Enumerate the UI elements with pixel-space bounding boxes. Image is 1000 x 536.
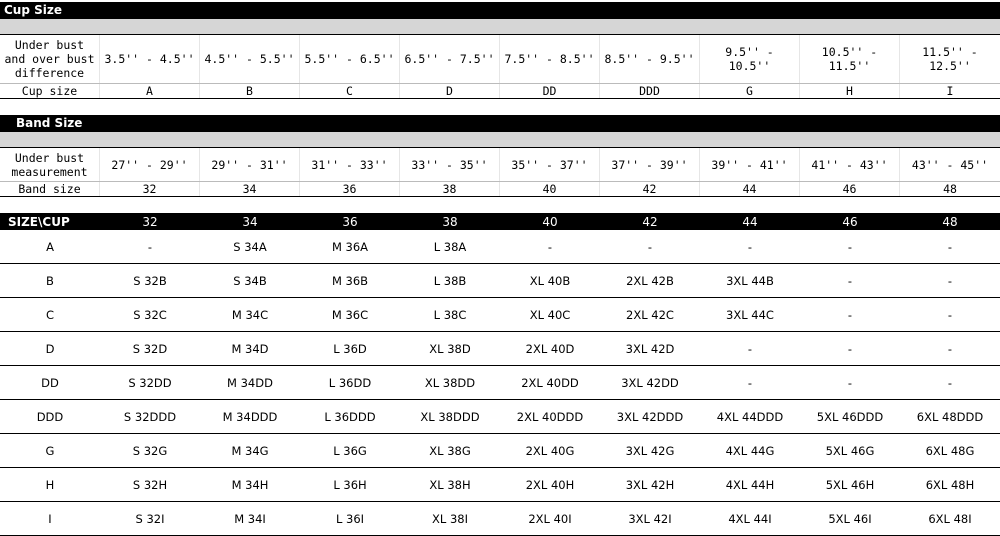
cup-label-row	[0, 84, 1000, 98]
size-cell: -	[947, 375, 953, 390]
table-row	[0, 298, 1000, 332]
cup-difference-cell: 5.5'' - 6.5''	[300, 35, 400, 83]
band-size-title-bar	[0, 115, 1000, 132]
cup-size-spacer	[0, 19, 1000, 34]
cup-row-label: DDD	[36, 409, 64, 424]
table-row	[0, 230, 1000, 264]
size-cell: -	[847, 273, 853, 288]
size-cell: M 36A	[331, 239, 369, 254]
cup-difference-cell: 4.5'' - 5.5''	[200, 35, 300, 83]
table-row	[0, 502, 1000, 536]
cup-difference-cell: 11.5'' - 12.5''	[922, 45, 978, 73]
band-column-header: 42	[642, 214, 658, 229]
band-measurement-cell: 31'' - 33''	[300, 148, 400, 181]
size-cell: -	[747, 239, 753, 254]
size-cell: 5XL 46H	[825, 477, 875, 492]
size-cell: 3XL 42I	[628, 511, 672, 526]
cup-difference-cell: 3.5'' - 4.5''	[100, 35, 200, 83]
size-cell: 5XL 46DDD	[816, 409, 884, 424]
band-size-cell: 38	[400, 182, 500, 196]
divider	[0, 196, 1000, 197]
size-cell: L 38B	[433, 273, 467, 288]
band-measurement-cell: 27'' - 29''	[100, 148, 200, 181]
size-cell: -	[847, 375, 853, 390]
band-size-spacer	[0, 132, 1000, 147]
cup-difference-cell: 9.5'' - 10.5''	[700, 35, 800, 83]
band-column-header: 48	[942, 214, 958, 229]
band-measurement-row	[0, 148, 1000, 181]
band-measurement-cell: 37'' - 39''	[600, 148, 700, 181]
size-cell: 6XL 48I	[928, 511, 972, 526]
cup-size-cell: B	[200, 84, 300, 98]
size-cell: 4XL 44I	[728, 511, 772, 526]
table-row	[0, 366, 1000, 400]
table-row	[0, 332, 1000, 366]
size-cell: -	[547, 239, 553, 254]
cup-row-label: H	[45, 477, 55, 492]
size-cell: S 34A	[233, 239, 267, 254]
size-cup-corner-label: SIZE\CUP	[8, 214, 70, 229]
cup-size-title: Cup Size	[4, 3, 62, 17]
size-cell: S 32C	[133, 307, 167, 322]
size-cell: 3XL 44C	[726, 307, 774, 322]
cup-row-label: B	[46, 273, 54, 288]
size-cell: 3XL 44B	[726, 273, 774, 288]
band-size-cell: 42	[600, 182, 700, 196]
cup-size-cell: A	[100, 84, 200, 98]
size-cell: 3XL 42H	[625, 477, 675, 492]
size-cell: -	[747, 341, 753, 356]
table-row	[0, 468, 1000, 502]
size-cell: 2XL 42C	[626, 307, 674, 322]
size-cell: -	[847, 239, 853, 254]
cup-difference-cell: 10.5'' - 11.5''	[800, 35, 900, 83]
cup-difference-label: Under bust and over bust difference	[0, 35, 100, 83]
band-size-label: Band size	[0, 182, 100, 196]
band-size-cell: 36	[300, 182, 400, 196]
cup-size-cell: D	[400, 84, 500, 98]
size-cell: -	[847, 307, 853, 322]
size-cell: 3XL 42D	[625, 341, 675, 356]
band-column-header: 44	[742, 214, 758, 229]
size-cell: 4XL 44G	[725, 443, 775, 458]
size-cell: L 36DDD	[324, 409, 376, 424]
size-cell: XL 38I	[432, 511, 468, 526]
size-cell: -	[147, 239, 153, 254]
size-cell: M 34DD	[227, 375, 273, 390]
size-cell: M 36B	[331, 273, 369, 288]
size-cell: 4XL 44DDD	[716, 409, 784, 424]
size-cell: 6XL 48DDD	[916, 409, 984, 424]
size-cell: L 36D	[333, 341, 367, 356]
size-cell: -	[747, 375, 753, 390]
cup-size-cell: H	[800, 84, 900, 98]
size-cell: 6XL 48G	[925, 443, 975, 458]
size-cell: XL 40B	[529, 273, 571, 288]
cup-size-cell: I	[946, 84, 954, 98]
size-cell: -	[847, 341, 853, 356]
size-cell: 5XL 46I	[828, 511, 872, 526]
table-row	[0, 400, 1000, 434]
size-cell: L 38A	[433, 239, 467, 254]
cup-size-cell: DDD	[600, 84, 700, 98]
cup-row-label: G	[45, 443, 55, 458]
table-row	[0, 264, 1000, 298]
size-cell: S 32DD	[128, 375, 172, 390]
size-cell: M 34C	[231, 307, 269, 322]
size-cell: S 34B	[233, 273, 267, 288]
band-measurement-label: Under bust measurement	[0, 148, 100, 181]
band-column-header: 38	[442, 214, 458, 229]
band-column-header: 46	[842, 214, 858, 229]
band-size-cell: 46	[800, 182, 900, 196]
band-size-cell: 32	[100, 182, 200, 196]
size-cell: M 34G	[231, 443, 269, 458]
cup-row-label: C	[45, 307, 55, 322]
band-measurement-cell: 33'' - 35''	[400, 148, 500, 181]
size-cell: L 36I	[335, 511, 365, 526]
size-cell: 6XL 48H	[925, 477, 975, 492]
size-cell: 3XL 42G	[625, 443, 675, 458]
size-cell: L 36H	[333, 477, 367, 492]
table-row	[0, 434, 1000, 468]
size-cell: S 32D	[132, 341, 168, 356]
size-cell: 2XL 40G	[525, 443, 575, 458]
band-measurement-cell: 41'' - 43''	[800, 148, 900, 181]
size-cell: 4XL 44H	[725, 477, 775, 492]
band-size-cell: 48	[943, 182, 957, 196]
size-cell: M 34I	[234, 511, 266, 526]
band-measurement-cell: 43'' - 45''	[911, 157, 989, 172]
band-column-header: 36	[342, 214, 358, 229]
size-cell: S 32B	[133, 273, 167, 288]
size-cell: S 32DDD	[123, 409, 177, 424]
size-cell: S 32H	[132, 477, 168, 492]
size-table-header	[0, 213, 1000, 230]
size-cell: 2XL 40DDD	[516, 409, 584, 424]
divider	[0, 98, 1000, 99]
size-cell: -	[947, 307, 953, 322]
size-cell: XL 38DDD	[420, 409, 480, 424]
size-cell: 5XL 46G	[825, 443, 875, 458]
size-cell: XL 38D	[429, 341, 471, 356]
cup-difference-cell: 6.5'' - 7.5''	[400, 35, 500, 83]
size-cell: M 34D	[231, 341, 269, 356]
size-cell: XL 38H	[429, 477, 471, 492]
band-measurement-cell: 35'' - 37''	[500, 148, 600, 181]
cup-size-cell: DD	[500, 84, 600, 98]
size-cell: L 36G	[333, 443, 367, 458]
size-cell: 2XL 40D	[525, 341, 575, 356]
size-cell: 2XL 40DD	[521, 375, 579, 390]
band-column-header: 32	[142, 214, 158, 229]
size-cell: M 34DDD	[222, 409, 278, 424]
cup-size-cell: G	[700, 84, 800, 98]
cup-size-cell: C	[300, 84, 400, 98]
size-cell: M 34H	[231, 477, 269, 492]
band-size-cell: 34	[200, 182, 300, 196]
cup-difference-cell: 8.5'' - 9.5''	[600, 35, 700, 83]
size-cell: S 32I	[135, 511, 165, 526]
size-cell: -	[647, 239, 653, 254]
band-column-header: 40	[542, 214, 558, 229]
size-cell: XL 38DD	[424, 375, 476, 390]
size-cell: XL 38G	[429, 443, 471, 458]
size-cell: -	[947, 239, 953, 254]
size-cell: -	[947, 341, 953, 356]
size-cell: 3XL 42DD	[621, 375, 679, 390]
band-column-header: 34	[242, 214, 258, 229]
size-cell: -	[947, 273, 953, 288]
size-cell: XL 40C	[529, 307, 571, 322]
cup-size-label: Cup size	[0, 84, 100, 98]
size-cell: 3XL 42DDD	[616, 409, 684, 424]
band-measurement-cell: 29'' - 31''	[200, 148, 300, 181]
size-cell: 2XL 40I	[528, 511, 572, 526]
cup-difference-row	[0, 35, 1000, 83]
size-cell: L 36DD	[328, 375, 372, 390]
cup-difference-cell: 7.5'' - 8.5''	[500, 35, 600, 83]
band-size-cell: 40	[500, 182, 600, 196]
size-cell: L 38C	[433, 307, 467, 322]
band-measurement-cell: 39'' - 41''	[700, 148, 800, 181]
size-cell: 2XL 42B	[626, 273, 674, 288]
cup-row-label: I	[48, 511, 52, 526]
cup-size-title-bar	[0, 2, 1000, 19]
cup-row-label: DD	[41, 375, 59, 390]
cup-row-label: D	[45, 341, 55, 356]
band-size-title: Band Size	[16, 116, 83, 130]
size-cell: S 32G	[132, 443, 168, 458]
size-cell: 2XL 40H	[525, 477, 575, 492]
band-label-row	[0, 182, 1000, 196]
size-cell: M 36C	[331, 307, 369, 322]
band-size-cell: 44	[700, 182, 800, 196]
cup-row-label: A	[46, 239, 54, 254]
